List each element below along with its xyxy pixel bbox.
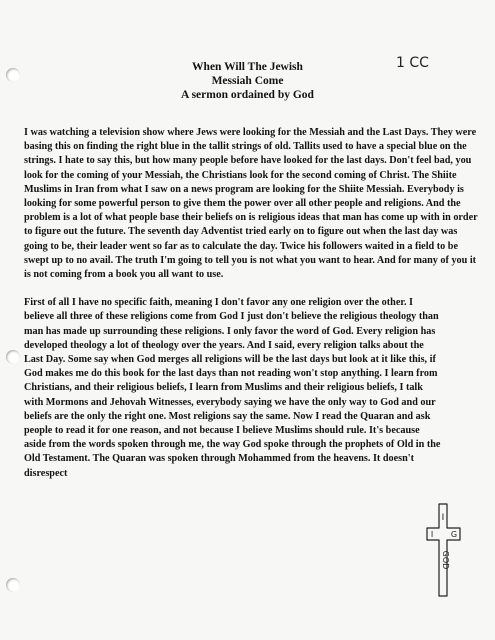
page-title-line-1: When Will The Jewish [192, 61, 303, 73]
page-subtitle: A sermon ordained by God [181, 89, 314, 101]
page-title-line-2: Messiah Come [211, 75, 284, 87]
punch-hole [6, 578, 20, 592]
cross-label-right: G [450, 530, 458, 539]
cross-label-top: I [441, 513, 445, 523]
handwritten-page-id: 1 CC [396, 55, 429, 71]
hand-drawn-cross [424, 500, 464, 600]
sermon-body [24, 126, 478, 495]
paragraph-1: I was watching a television show where Jews were looking for the Messiah and the Last Days. They were basing this on finding the right blue in the tallit strings of old. Tallits used to have a special blue on the strings. I hate to say this, but how many people before have looked for the last days. Don't feel bad, you look for the coming of your Messiah, the Christians look for the second coming of Christ. The Shiite Muslims in Iran from what I saw on a news program are looking for the Shiite Messiah. Everybody is looking for some powerful person to give them the power over all other people and religions. And the problem is a lot of what people base their beliefs on is religious ideas that man has come up with in order to figure out the future. The seventh day Adventist tried early on to figure out when the last day was going to be, their leader went so far as to calculate the day. Twice his followers waited in a field to be swept up to no avail. The truth I'm going to tell you is not what you want to hear. And for many of you it is not coming from a book you all want to use. [24, 127, 478, 281]
punch-hole [6, 350, 20, 364]
paragraph-2: First of all I have no specific faith, meaning I don't favor any one religion over the other. I believe all three of these religions come from God I just don't believe the religious theology than man has made up surrounding these religions. I only favor the word of God. Every religion has developed theology a lot of theology over the years. And I said, every religion talks about the Last Day. Some say when God merges all religions will be the last days but look at it like this, if God makes me do this book for the last days than not reading won't stop anything. I learn from Christians, and their religious beliefs, I learn from Muslims and their religious beliefs, I talk with Mormons and Jehovah Witnesses, everybody saying we have the only way to God and our beliefs are the only the right one. Most religions say the same. Now I read the Quaran and ask people to read it for one reason, and not because I believe Muslims should rule. It's because aside from the words spoken through me, the way God spoke through the prophets of Old in the Old Testament. The Quaran was spoken through Mohammed from the heavens. It doesn't disrespect [24, 297, 441, 479]
cross-label-bottom: GOD [441, 550, 450, 570]
cross-label-left: I [430, 530, 434, 539]
